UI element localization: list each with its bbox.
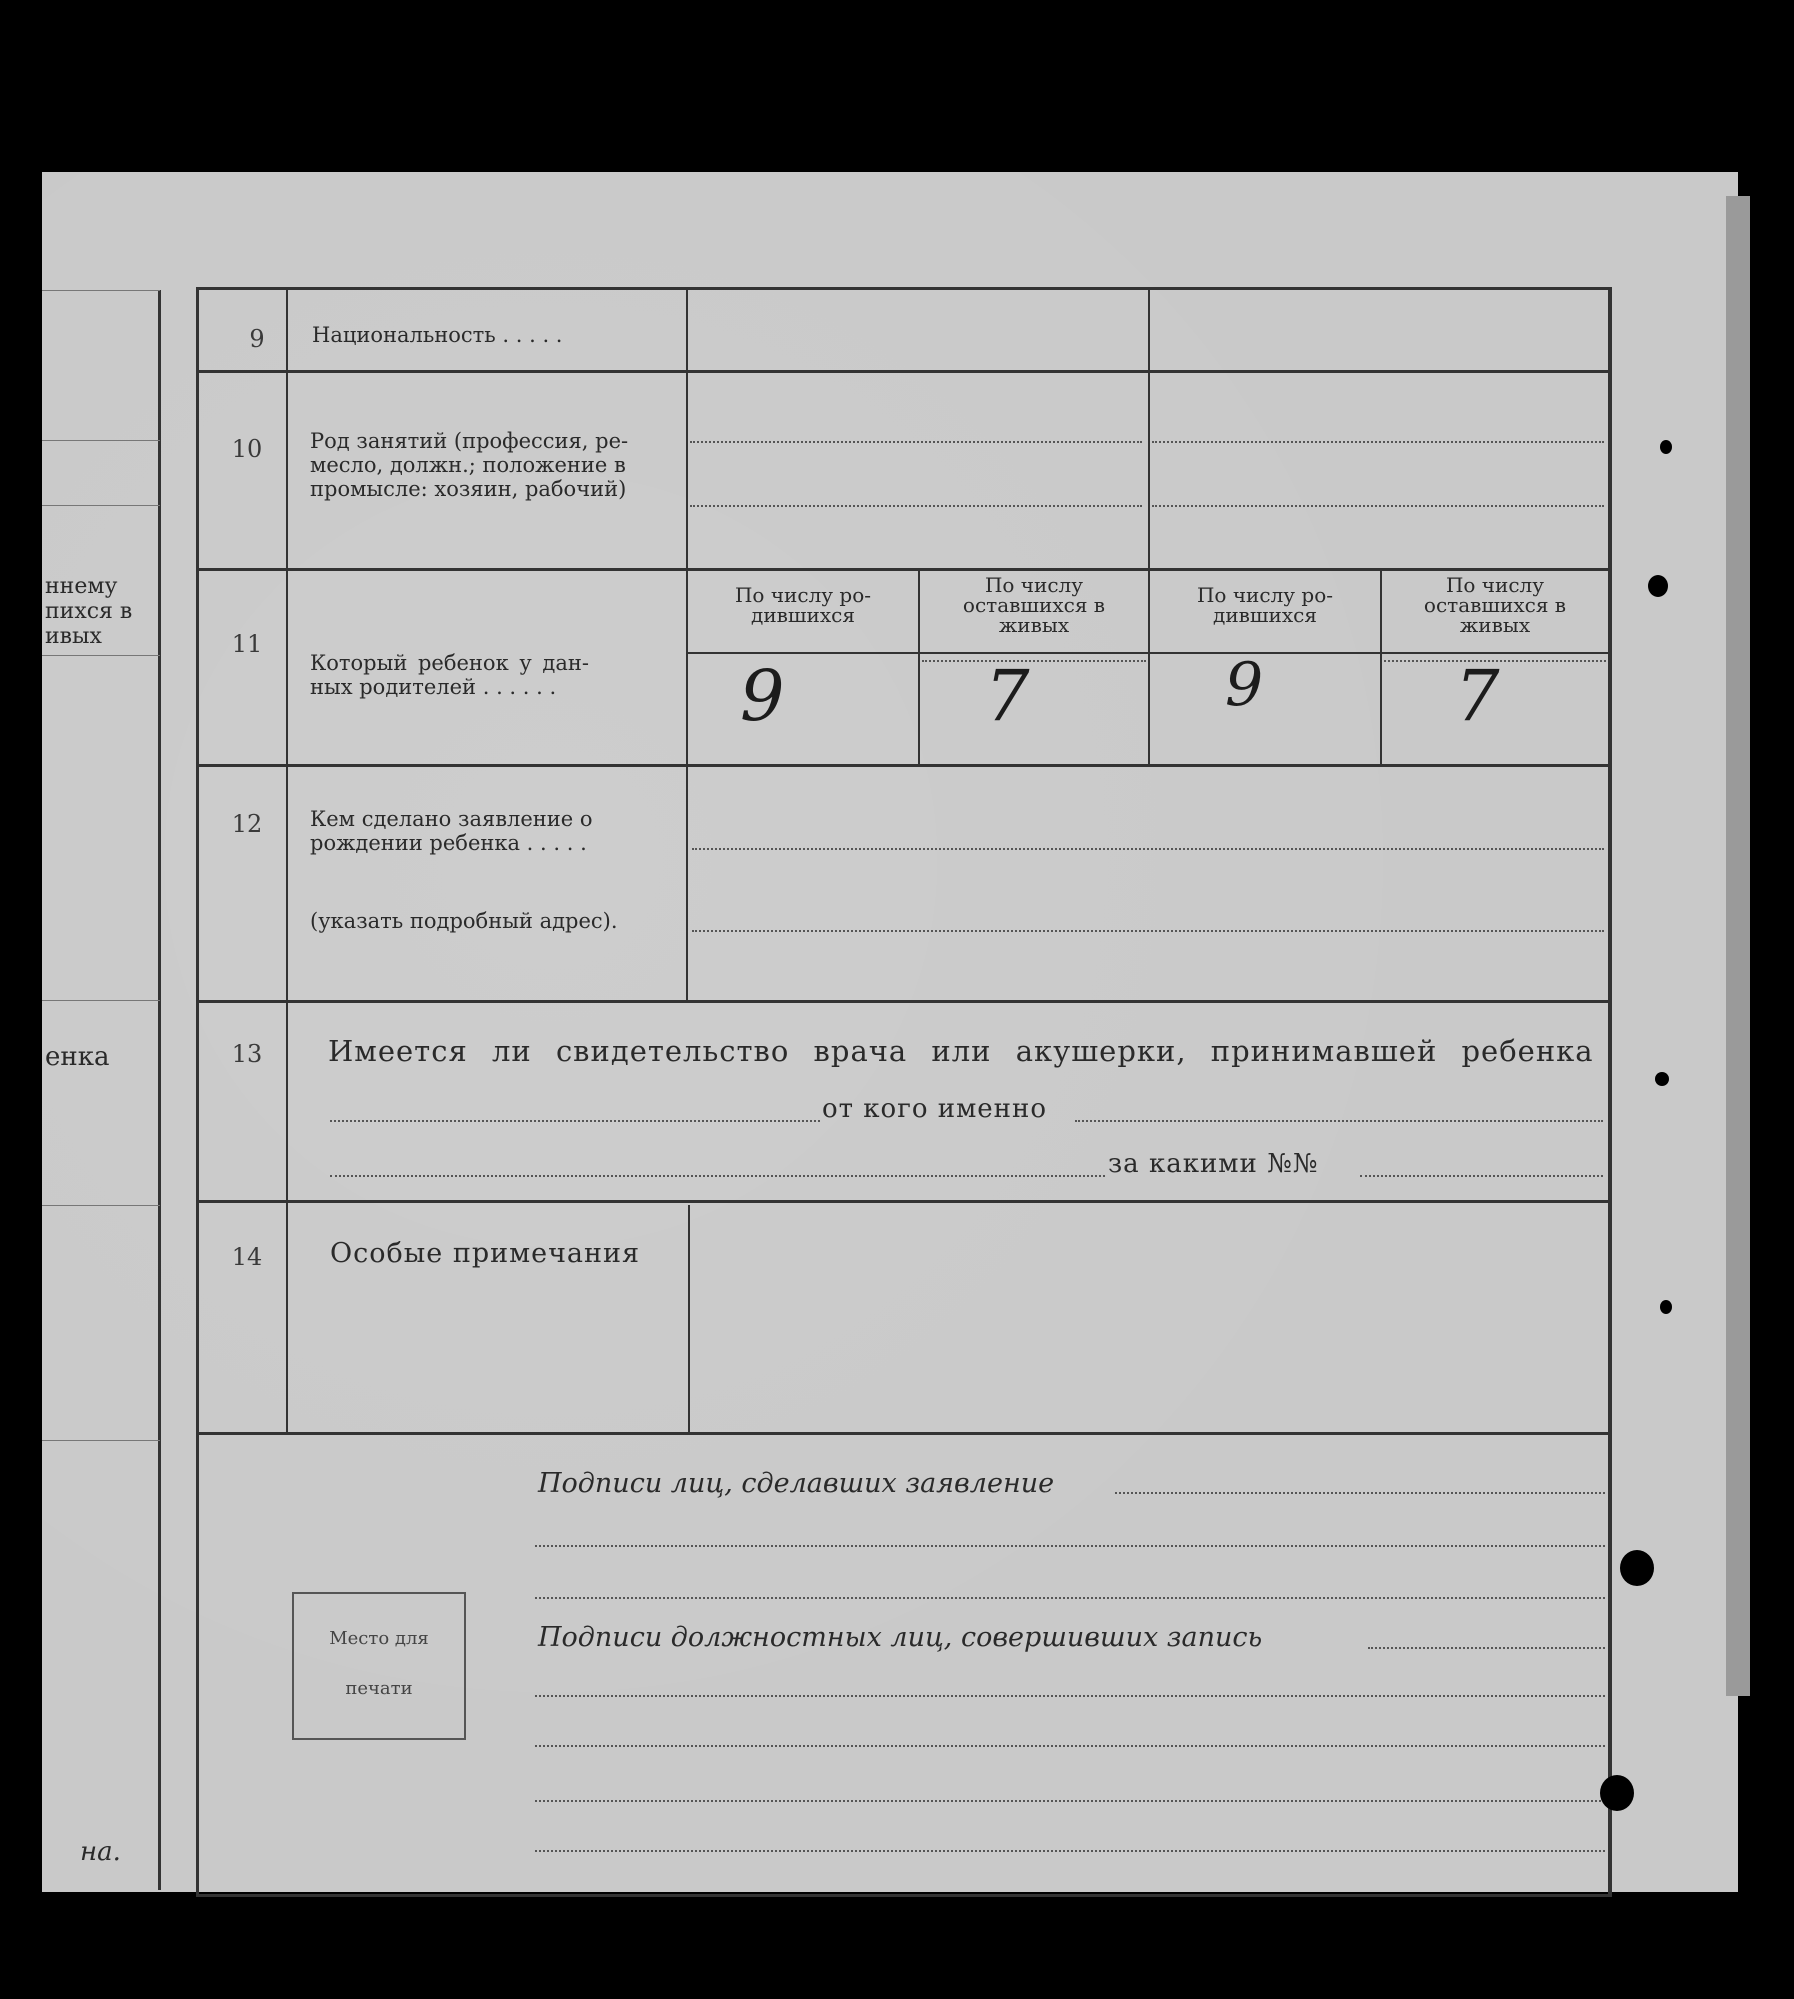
header-text: дившихся — [751, 603, 855, 627]
row-13-fill-line — [330, 1175, 1105, 1177]
header-text: дившихся — [1213, 603, 1317, 627]
row-11-value-alive-2: 7 — [1455, 655, 1500, 737]
left-frag-rule — [42, 1440, 160, 1441]
row-12-label-line1: Кем сделано заявление о — [310, 807, 593, 831]
row-11-label-line1: Который ребенок у дан- — [310, 651, 589, 675]
row-11-number: 11 — [231, 630, 263, 658]
row-11-header-divider — [686, 652, 1612, 654]
header-text: оставшихся в — [1423, 593, 1567, 617]
left-frag-rule — [42, 290, 160, 291]
row-11-header-born-1 — [690, 585, 916, 625]
signature-line — [535, 1597, 1605, 1599]
signature-line — [1368, 1647, 1605, 1649]
header-text: живых — [998, 613, 1070, 637]
left-fragment: пихся в — [45, 599, 133, 624]
col-divider-mid — [1148, 290, 1150, 765]
table-bottom-border — [196, 1894, 1612, 1897]
header-text: По числу ро- — [1196, 583, 1334, 607]
row-11-header-born-2 — [1152, 585, 1378, 625]
signature-line — [535, 1800, 1605, 1802]
row-11-value-alive-1: 7 — [985, 655, 1030, 737]
stamp-label-line2: печати — [345, 1678, 413, 1699]
row-10-label-line1: Род занятий (профессия, ре- — [310, 429, 629, 453]
header-text: По числу — [984, 573, 1084, 597]
header-text: По числу ро- — [734, 583, 872, 607]
header-text: живых — [1459, 613, 1531, 637]
left-frag-rule — [42, 1205, 160, 1206]
left-fragment: ивых — [45, 624, 102, 649]
signature-line — [1115, 1492, 1605, 1494]
table-left-border — [196, 287, 199, 1897]
row-14-label: Особые примечания — [330, 1238, 641, 1269]
applicants-signature-label: Подписи лиц, сделавших заявление — [538, 1468, 1055, 1499]
header-text: оставшихся в — [962, 593, 1106, 617]
row-10-fill-line — [1152, 441, 1604, 443]
row-11-header-alive-1 — [922, 575, 1146, 635]
left-fragment: енка — [45, 1042, 110, 1072]
row-13-fill-line — [1360, 1175, 1603, 1177]
row-9-label: Национальность . . . . . — [312, 323, 563, 347]
punch-mark — [1648, 575, 1668, 597]
left-frag-rule — [42, 1000, 160, 1001]
row-10-label-line3: промысле: хозяин, рабочий) — [310, 477, 627, 501]
row-13-number: 13 — [231, 1040, 263, 1068]
left-fragment: на. — [80, 1837, 121, 1867]
signature-line — [535, 1545, 1605, 1547]
row-11-header-alive-2 — [1384, 575, 1606, 635]
row-12-number: 12 — [231, 810, 263, 838]
row-13-question: Имеется ли свидетельство врача или акушерки, принимавшей ребенка — [328, 1034, 1594, 1068]
row-13-from-whom: от кого именно — [822, 1094, 1047, 1124]
table-top-border — [196, 287, 1612, 290]
left-column-line — [158, 290, 161, 1890]
row-11-value-born-2: 9 — [1225, 650, 1264, 720]
row-12-label-line3: (указать подробный адрес). — [310, 909, 618, 933]
row-10-fill-line — [690, 441, 1142, 443]
col-divider-label — [686, 290, 688, 1000]
col-divider-label-14 — [688, 1205, 690, 1435]
row-11-label-line2: ных родителей . . . . . . — [310, 675, 557, 699]
row-11-value-born-1: 9 — [740, 655, 785, 737]
signature-line — [535, 1695, 1605, 1697]
row-divider — [196, 370, 1612, 373]
punch-hole — [1600, 1775, 1634, 1811]
row-14-number: 14 — [231, 1243, 263, 1271]
row-10-fill-line — [1152, 505, 1604, 507]
row-10-label-line2: месло, должн.; положение в — [310, 453, 626, 477]
row-13-by-numbers: за какими №№ — [1108, 1149, 1319, 1179]
row-divider — [196, 1432, 1612, 1435]
left-frag-rule — [42, 505, 160, 506]
signature-line — [535, 1850, 1605, 1852]
header-text: По числу — [1445, 573, 1545, 597]
col-divider-sub1 — [918, 570, 920, 765]
row-10-number: 10 — [231, 435, 263, 463]
row-11-sub-rule — [922, 660, 1146, 662]
row-divider — [196, 1000, 1612, 1003]
stamp-label-line1: Место для — [329, 1628, 429, 1649]
row-divider — [196, 1200, 1612, 1203]
row-divider — [196, 568, 1612, 571]
left-fragment: ннему — [45, 574, 118, 599]
left-frag-rule — [42, 440, 160, 441]
row-12-label-line2: рождении ребенка . . . . . — [310, 831, 587, 855]
stamp-box — [292, 1592, 466, 1740]
signature-line — [535, 1745, 1605, 1747]
row-13-fill-line — [1075, 1120, 1603, 1122]
row-divider — [196, 764, 1612, 767]
officials-signature-label: Подписи должностных лиц, совершивших запись — [538, 1622, 1263, 1653]
row-12-fill-line — [692, 848, 1604, 850]
table-right-border — [1608, 290, 1612, 1897]
row-13-fill-line — [330, 1120, 820, 1122]
punch-hole — [1620, 1550, 1654, 1586]
row-12-fill-line — [692, 930, 1604, 932]
row-9-number: 9 — [249, 325, 265, 353]
left-frag-rule — [42, 655, 160, 656]
paper-edge — [1726, 196, 1750, 1696]
punch-mark — [1660, 1300, 1672, 1314]
col-divider-sub2 — [1380, 570, 1382, 765]
col-divider-num — [286, 290, 288, 1435]
row-10-fill-line — [690, 505, 1142, 507]
punch-mark — [1660, 440, 1672, 454]
punch-mark — [1655, 1072, 1669, 1086]
